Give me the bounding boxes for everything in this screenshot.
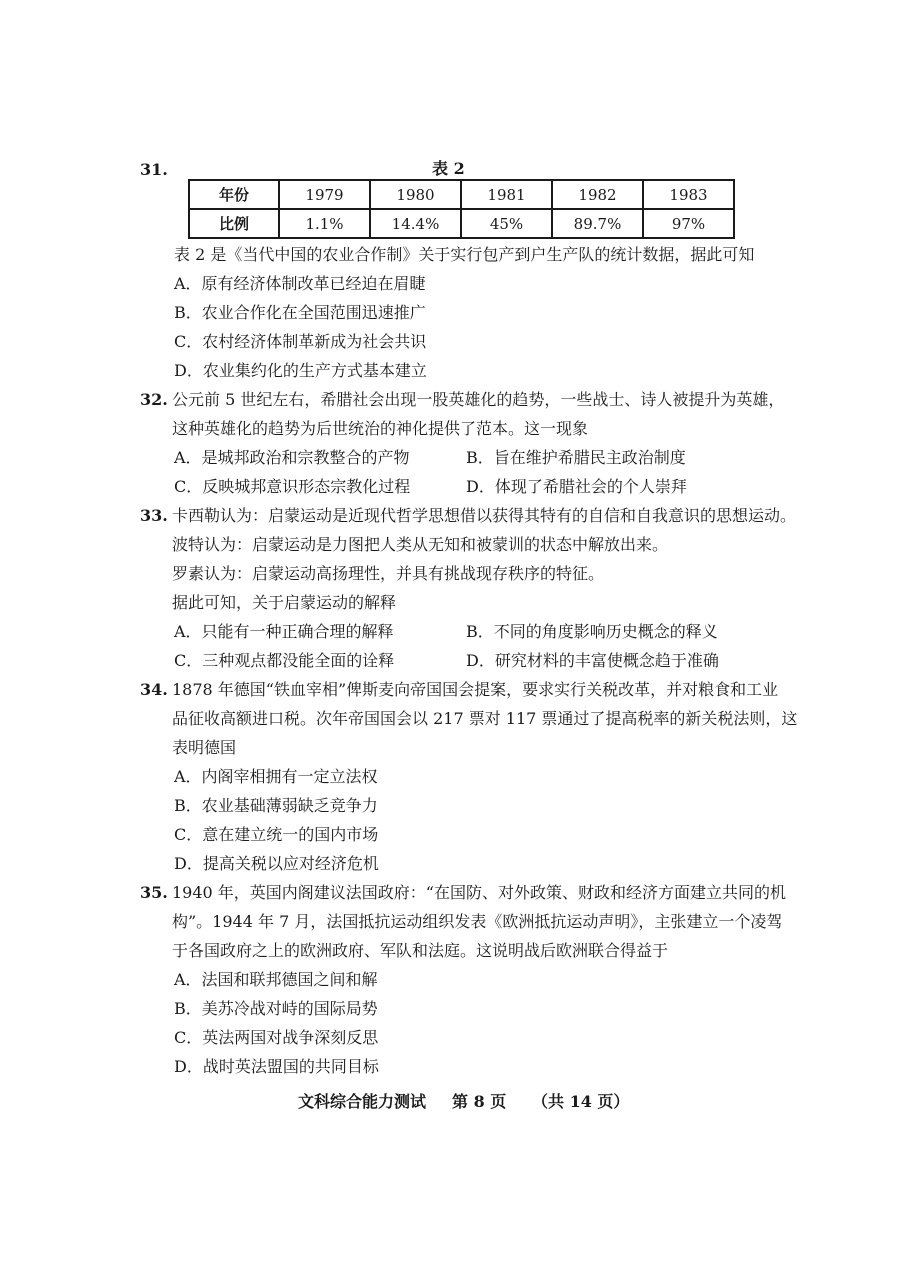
question-31-option-b: B．农业合作化在全国范围迅速推广: [174, 303, 426, 322]
table-2-title: 表 2: [432, 159, 465, 178]
question-31-number: 31.: [140, 160, 168, 179]
question-33-line-2: 波特认为：启蒙运动是力图把人类从无知和被蒙训的状态中解放出来。: [172, 535, 669, 554]
question-34-stem-line-1: 1878 年德国“铁血宰相”俾斯麦向帝国国会提案，要求实行关税改革，并对粮食和工业: [172, 680, 779, 699]
question-35-stem-line-2: 构”。1944 年 7 月，法国抵抗运动组织发表《欧洲抵抗运动声明》，主张建立一个凌驾: [172, 912, 783, 931]
question-32-stem-line-1: 公元前 5 世纪左右，希腊社会出现一股英雄化的趋势，一些战士、诗人被提升为英雄，: [172, 390, 785, 409]
table-2: [188, 179, 735, 239]
question-35-stem-line-1: 1940 年，英国内阁建议法国政府：“在国防、对外政策、财政和经济方面建立共同的机: [172, 883, 786, 902]
footer-subject: 文科综合能力测试: [298, 1092, 427, 1111]
table-header-label: 年份: [189, 180, 279, 209]
question-33-option-a: A．只能有一种正确合理的解释: [174, 622, 394, 641]
question-35-option-b: B．美苏冷战对峙的国际局势: [174, 999, 378, 1018]
question-32-number: 32.: [140, 390, 168, 409]
question-33-option-d: D．研究材料的丰富使概念趋于准确: [466, 651, 719, 670]
question-33-line-1: 卡西勒认为：启蒙运动是近现代哲学思想借以获得其特有的自信和自我意识的思想运动。: [172, 506, 797, 525]
question-34-option-a: A．内阁宰相拥有一定立法权: [174, 767, 378, 786]
question-35-number: 35.: [140, 883, 168, 902]
question-32-option-d: D．体现了希腊社会的个人崇拜: [466, 477, 687, 496]
question-34-stem-line-3: 表明德国: [172, 738, 237, 757]
question-34-option-d: D．提高关税以应对经济危机: [174, 854, 379, 873]
question-34-option-c: C．意在建立统一的国内市场: [174, 825, 379, 844]
table-value-cell: 1.1%: [279, 209, 370, 238]
question-34-number: 34.: [140, 680, 168, 699]
table-year-cell: 1979: [279, 180, 370, 209]
question-34-stem-line-2: 品征收高额进口税。次年帝国国会以 217 票对 117 票通过了提高税率的新关税法则，这: [172, 709, 798, 728]
question-32-option-b: B．旨在维护希腊民主政治制度: [466, 448, 686, 467]
table-header-row: [189, 180, 734, 209]
question-33-number: 33.: [140, 506, 168, 525]
question-35-option-c: C．英法两国对战争深刻反思: [174, 1028, 379, 1047]
footer-total-pages: （共 14 页）: [532, 1092, 630, 1111]
question-35-option-a: A．法国和联邦德国之间和解: [174, 970, 378, 989]
table-row-label: 比例: [189, 209, 279, 238]
table-value-cell: 89.7%: [552, 209, 643, 238]
table-value-row: [189, 209, 734, 238]
question-31-option-a: A．原有经济体制改革已经迫在眉睫: [174, 274, 426, 293]
question-33-line-4: 据此可知，关于启蒙运动的解释: [172, 593, 397, 612]
table-value-cell: 97%: [643, 209, 734, 238]
question-31-option-d: D．农业集约化的生产方式基本建立: [174, 361, 427, 380]
question-35-stem-line-3: 于各国政府之上的欧洲政府、军队和法庭。这说明战后欧洲联合得益于: [172, 941, 669, 960]
question-33-option-b: B．不同的角度影响历史概念的释义: [466, 622, 718, 641]
table-year-cell: 1980: [370, 180, 461, 209]
table-value-cell: 14.4%: [370, 209, 461, 238]
question-34-option-b: B．农业基础薄弱缺乏竞争力: [174, 796, 378, 815]
table-year-cell: 1981: [461, 180, 552, 209]
question-31-option-c: C．农村经济体制革新成为社会共识: [174, 332, 427, 351]
question-33-line-3: 罗素认为：启蒙运动高扬理性，并具有挑战现存秩序的特征。: [172, 564, 605, 583]
table-year-cell: 1982: [552, 180, 643, 209]
table-value-cell: 45%: [461, 209, 552, 238]
question-32-option-c: C．反映城邦意识形态宗教化过程: [174, 477, 411, 496]
question-32-option-a: A．是城邦政治和宗教整合的产物: [174, 448, 410, 467]
footer-page-number: 第 8 页: [452, 1092, 507, 1111]
question-33-option-c: C．三种观点都没能全面的诠释: [174, 651, 395, 670]
question-32-stem-line-2: 这种英雄化的趋势为后世统治的神化提供了范本。这一现象: [172, 419, 589, 438]
table-year-cell: 1983: [643, 180, 734, 209]
question-31-stem: 表 2 是《当代中国的农业合作制》关于实行包产到户生产队的统计数据，据此可知: [174, 245, 755, 264]
question-35-option-d: D．战时英法盟国的共同目标: [174, 1057, 379, 1076]
